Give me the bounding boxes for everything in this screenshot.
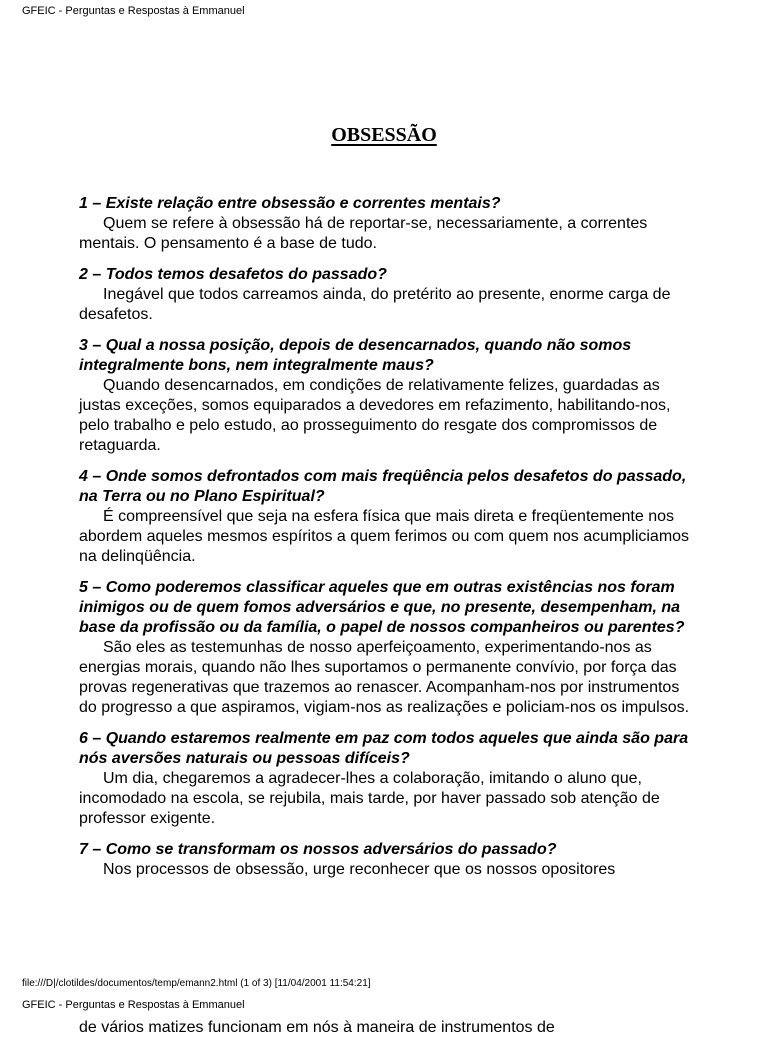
answer-6: Um dia, chegaremos a agradecer-lhes a colaboração, imitando o aluno que, incomodado na escola, se rejubila, mais tarde, por haver passado sob atenção de professor exigente.: [79, 770, 660, 827]
qa-item-2: [79, 265, 699, 325]
page-title: [0, 122, 768, 148]
page-title-text: OBSESSÃO: [331, 124, 437, 146]
qa-item-4: [79, 467, 699, 567]
question-4: 4 – Onde somos defrontados com mais freqüência pelos desafetos do passado, na Terra ou no Plano Espiritual?: [79, 468, 687, 505]
next-page-text: de vários matizes funcionam em nós à maneira de instrumentos de: [79, 1019, 555, 1036]
page-header: GFEIC - Perguntas e Respostas à Emmanuel: [22, 5, 245, 17]
question-5: 5 – Como poderemos classificar aqueles que em outras existências nos foram inimigos ou de quem fomos adversários e que, no presente, desempenham, na base da profissão ou da família, o papel de nossos companheiros ou parentes?: [79, 579, 685, 636]
answer-7: Nos processos de obsessão, urge reconhecer que os nossos opositores: [103, 861, 616, 878]
document-body: [79, 194, 699, 891]
question-7: 7 – Como se transformam os nossos adversários do passado?: [79, 841, 557, 858]
question-3: 3 – Qual a nossa posição, depois de desencarnados, quando não somos integralmente bons, nem integralmente maus?: [79, 337, 632, 374]
qa-item-6: [79, 729, 699, 829]
qa-item-5: [79, 578, 699, 718]
qa-item-7: [79, 840, 699, 880]
answer-3: Quando desencarnados, em condições de relativamente felizes, guardadas as justas exceções, somos equiparados a devedores em refazimento, habilitando-nos, pelo trabalho e pelo estudo, ao prosseguimento do resgate dos compromissos de retaguarda.: [79, 377, 671, 454]
question-1: 1 – Existe relação entre obsessão e correntes mentais?: [79, 195, 501, 212]
qa-item-1: [79, 194, 699, 254]
answer-5: São eles as testemunhas de nosso aperfeiçoamento, experimentando-nos as energias morais, quando não lhes suportamos o permanente convívio, por força das provas regenerativas que trazemos ao renascer. Acompanham-nos por instrumentos do progresso a que aspiramos, vigiam-nos as realizações e policiam-nos os impulsos.: [79, 639, 690, 716]
next-page-header: GFEIC - Perguntas e Respostas à Emmanuel: [22, 999, 245, 1011]
question-6: 6 – Quando estaremos realmente em paz com todos aqueles que ainda são para nós aversões naturais ou pessoas difíceis?: [79, 730, 689, 767]
qa-item-3: [79, 336, 699, 456]
question-2: 2 – Todos temos desafetos do passado?: [79, 266, 387, 283]
footer-file-url: file:///D|/clotildes/documentos/temp/emann2.html (1 of 3) [11/04/2001 11:54:21]: [22, 978, 371, 989]
answer-4: É compreensível que seja na esfera física que mais direta e freqüentemente nos abordem aqueles mesmos espíritos a quem ferimos ou com quem nos acumpliciamos na delinqüência.: [79, 508, 690, 565]
answer-1: Quem se refere à obsessão há de reportar-se, necessariamente, a correntes mentais. O pensamento é a base de tudo.: [79, 215, 648, 252]
answer-2: Inegável que todos carreamos ainda, do pretérito ao presente, enorme carga de desafetos.: [79, 286, 671, 323]
